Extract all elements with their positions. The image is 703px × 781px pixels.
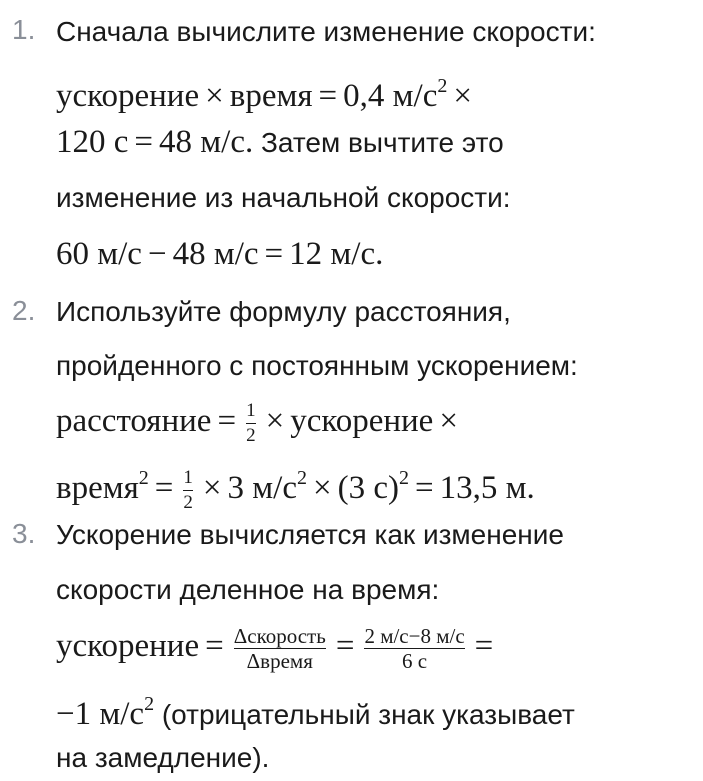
equals-symbol: = xyxy=(318,78,338,114)
exponent: 2 xyxy=(297,467,307,489)
equals-symbol: = xyxy=(264,236,284,272)
fraction xyxy=(246,400,256,447)
times-symbol: × xyxy=(265,402,285,439)
times-symbol: × xyxy=(205,78,224,114)
equals-symbol: = xyxy=(415,470,434,506)
list-number: 1. xyxy=(12,14,36,45)
times-symbol: × xyxy=(202,470,222,506)
fraction-numerator: Δскорость xyxy=(233,624,326,648)
math-line xyxy=(56,234,383,275)
math-value: 3 м/с xyxy=(227,470,297,506)
math-word: время xyxy=(229,78,313,114)
equals-symbol: = xyxy=(217,402,237,439)
math-line xyxy=(56,625,499,672)
text-line: пройденного с постоянным ускорением: xyxy=(56,350,578,381)
math-word: ускорение xyxy=(56,627,200,664)
fraction-denominator: 6 с xyxy=(402,649,428,673)
math-result: −1 м/с xyxy=(56,696,145,732)
exponent: 2 xyxy=(437,75,448,97)
times-symbol: × xyxy=(313,470,332,506)
equals-symbol: = xyxy=(205,627,224,664)
minus-symbol: − xyxy=(147,236,167,272)
times-symbol: × xyxy=(453,78,472,114)
fraction-denominator: 2 xyxy=(246,425,256,446)
fraction-denominator: 2 xyxy=(183,492,193,514)
list-number: 2. xyxy=(12,295,36,326)
equals-symbol: = xyxy=(335,627,355,664)
text-line: скорости деленное на время: xyxy=(56,574,440,605)
mixed-line xyxy=(56,122,504,163)
fraction xyxy=(364,625,464,672)
equals-symbol: = xyxy=(154,470,174,506)
math-value: 120 с xyxy=(56,124,129,160)
times-symbol: × xyxy=(439,402,458,439)
math-result: 13,5 м. xyxy=(439,470,535,506)
equals-symbol: = xyxy=(134,124,154,160)
fraction-numerator: 1 xyxy=(246,400,256,421)
mixed-line xyxy=(56,684,575,735)
fraction-numerator: 1 xyxy=(183,467,193,489)
fraction-bar xyxy=(246,423,256,424)
fraction xyxy=(183,467,193,514)
math-value: 60 м/с xyxy=(56,236,142,272)
text-fragment: Затем вычтите это xyxy=(253,127,504,158)
text-line: изменение из начальной скорости: xyxy=(56,182,511,213)
text-line: Сначала вычислите изменение скорости: xyxy=(56,16,596,47)
math-word: ускорение xyxy=(56,78,200,114)
math-word: расстояние xyxy=(56,402,212,439)
text-fragment: (отрицательный знак указывает xyxy=(154,699,575,730)
math-value: (3 с) xyxy=(337,470,400,506)
math-line xyxy=(56,66,478,117)
text-line: Используйте формулу расстояния, xyxy=(56,296,511,327)
text-line: Ускорение вычисляется как изменение xyxy=(56,519,564,550)
math-result: 48 м/с. xyxy=(159,124,254,160)
math-line xyxy=(56,458,535,514)
fraction-denominator: Δвремя xyxy=(246,649,313,673)
math-word: время xyxy=(56,470,139,506)
fraction-numerator: 2 м/с−8 м/с xyxy=(364,624,465,648)
exponent: 2 xyxy=(399,467,410,489)
text-line: на замедление). xyxy=(56,742,270,773)
exponent: 2 xyxy=(138,467,149,489)
fraction xyxy=(234,625,326,672)
math-word: ускорение xyxy=(290,402,434,439)
equals-symbol: = xyxy=(474,627,494,664)
math-value: 0,4 м/с xyxy=(343,78,438,114)
math-result: 12 м/с. xyxy=(289,236,384,272)
fraction-bar xyxy=(183,490,193,491)
exponent: 2 xyxy=(144,693,155,715)
math-value: 48 м/с xyxy=(172,236,259,272)
list-number: 3. xyxy=(12,518,36,549)
math-line xyxy=(56,400,464,447)
